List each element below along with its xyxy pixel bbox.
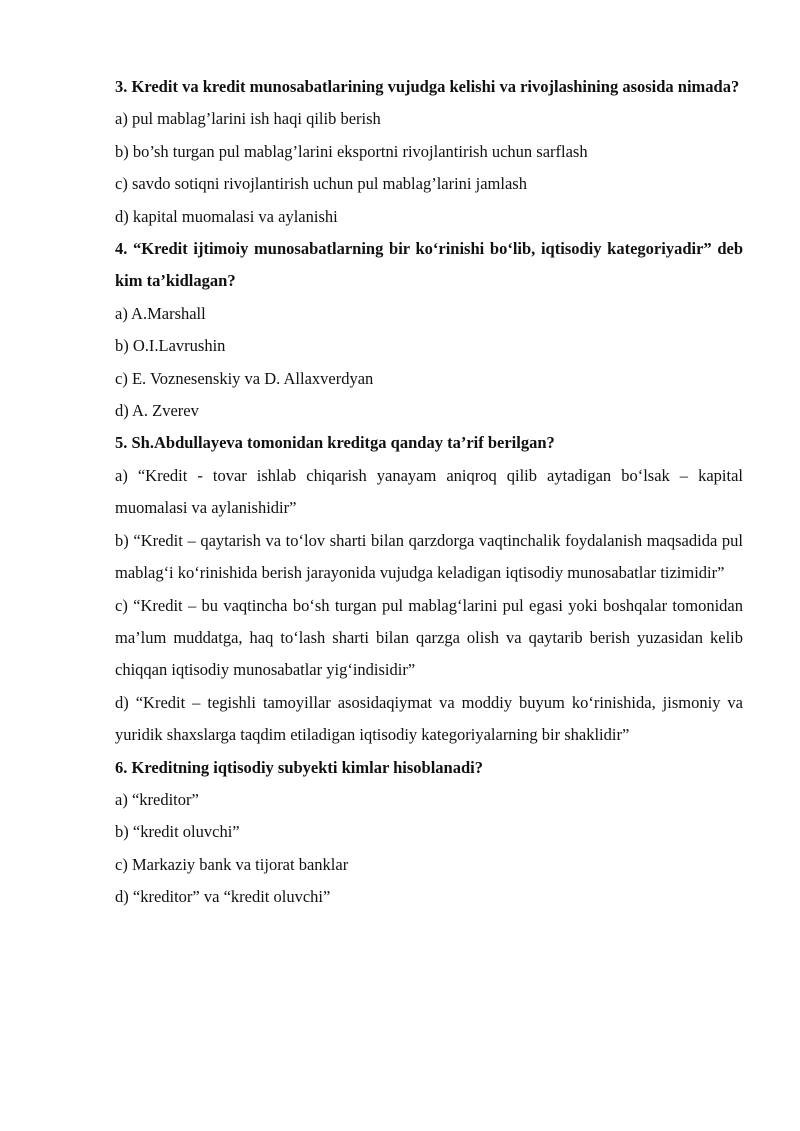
- answer-option-a: a) “Kredit - tovar ishlab chiqarish yanayam aniqroq qilib aytadigan bo‘lsak – kapital muomalasi va aylanishidir”: [115, 465, 743, 518]
- question-block-5: [115, 427, 743, 751]
- answer-option-b: b) “Kredit – qaytarish va to‘lov sharti bilan qarzdorga vaqtinchalik foydalanish maqsadida pul mablag‘i ko‘rinishida berish jarayonida vujudga keladigan iqtisodiy munosabatlar tizimidir”: [115, 530, 743, 583]
- answer-option-c: c) E. Voznesenskiy va D. Allaxverdyan: [115, 368, 374, 388]
- question-text: 3. Kredit va kredit munosabatlarining vujudga kelishi va rivojlashining asosida nimada?: [115, 77, 740, 96]
- answer-option-b: b) “kredit oluvchi”: [115, 822, 240, 842]
- answer-option-d: d) “Kredit – tegishli tamoyillar asosidaqiymat va moddiy buyum ko‘rinishida, jismoniy va yuridik shaxslarga taqdim etiladigan iqtisodiy kategoriyalarning bir shaklidir”: [115, 692, 743, 745]
- answer-option-d: d) A. Zverev: [115, 401, 199, 421]
- answer-option-b: b) bo’sh turgan pul mablag’larini eksportni rivojlantirish uchun sarflash: [115, 141, 588, 161]
- question-block-4: [115, 233, 743, 427]
- question-text: 6. Kreditning iqtisodiy subyekti kimlar hisoblanadi?: [115, 757, 483, 777]
- answer-option-a: a) A.Marshall: [115, 303, 206, 323]
- answer-option-d: d) “kreditor” va “kredit oluvchi”: [115, 887, 331, 907]
- question-block-6: [115, 752, 743, 914]
- document-page: [115, 71, 743, 914]
- answer-option-a: a) “kreditor”: [115, 789, 199, 809]
- answer-option-c: c) savdo sotiqni rivojlantirish uchun pul mablag’larini jamlash: [115, 174, 527, 194]
- answer-option-c: c) Markaziy bank va tijorat banklar: [115, 854, 349, 874]
- answer-option-a: a) pul mablag’larini ish haqi qilib berish: [115, 109, 381, 129]
- question-block-3: [115, 71, 743, 233]
- answer-option-d: d) kapital muomalasi va aylanishi: [115, 206, 338, 226]
- answer-option-b: b) O.I.Lavrushin: [115, 336, 226, 356]
- question-text: 4. “Kredit ijtimoiy munosabatlarning bir ko‘rinishi bo‘lib, iqtisodiy kategoriyadir” deb kim ta’kidlagan?: [115, 239, 743, 291]
- question-text: 5. Sh.Abdullayeva tomonidan kreditga qanday ta’rif berilgan?: [115, 433, 555, 453]
- answer-option-c: c) “Kredit – bu vaqtincha bo‘sh turgan pul mablag‘larini pul egasi yoki boshqalar tomonidan ma’lum muddatga, haq to‘lash sharti bilan qarzga olish va qaytarib berish yuzasidan kelib chiqqan iqtisodiy munosabatlar yig‘indisidir”: [115, 595, 743, 680]
